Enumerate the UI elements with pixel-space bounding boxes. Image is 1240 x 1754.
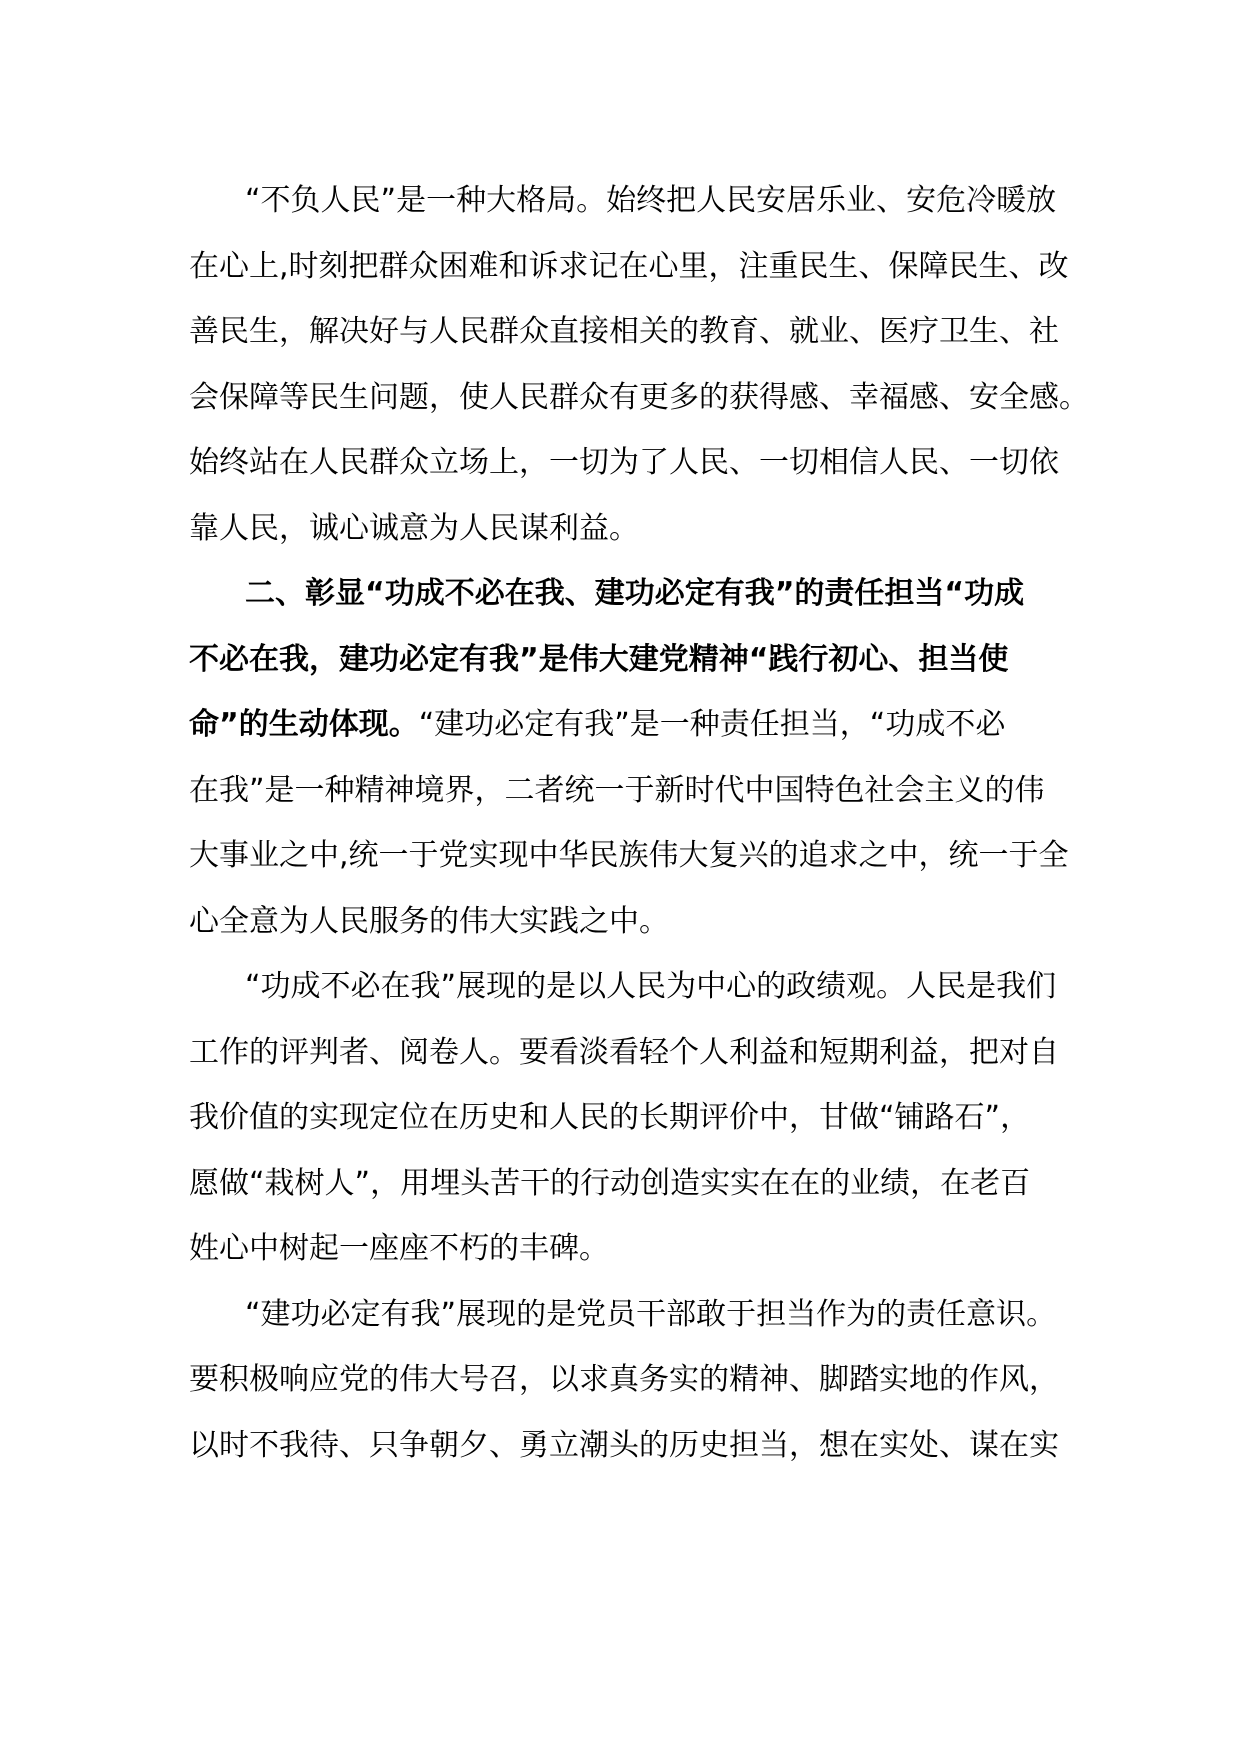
- text-line: 姓心中树起一座座不朽的丰碑。: [189, 1231, 609, 1266]
- text-line: 以时不我待、只争朝夕、勇立潮头的历史担当，想在实处、谋在实: [189, 1427, 1059, 1463]
- text-line: “不负人民”是一种大格局。始终把人民安居乐业、安危冷暖放: [245, 183, 1057, 218]
- mixed-line: [189, 692, 1051, 758]
- text-line: “功成不必在我”展现的是以人民为中心的政绩观。人民是我们: [245, 969, 1057, 1004]
- section-heading-end: 命”的生动体现。: [189, 707, 419, 742]
- text-line: 我价值的实现定位在历史和人民的长期评价中，甘做“铺路石”，: [189, 1100, 1031, 1135]
- text-line: 要积极响应党的伟大号召，以求真务实的精神、脚踏实地的作风，: [189, 1362, 1059, 1397]
- text-fragment: “建功必定有我”是一种责任担当，“功成不必: [418, 707, 1006, 742]
- text-line: 始终站在人民群众立场上，一切为了人民、一切相信人民、一切依: [189, 445, 1059, 480]
- text-line: “建功必定有我”展现的是党员干部敢于担当作为的责任意识。: [245, 1296, 1057, 1332]
- text-line: 工作的评判者、阅卷人。要看淡看轻个人利益和短期利益，把对自: [189, 1034, 1059, 1070]
- text-line: 靠人民，诚心诚意为人民谋利益。: [189, 510, 639, 546]
- paragraph-achievement-not-me: [189, 954, 1059, 1282]
- section-heading-line: 不必在我，建功必定有我”是伟大建党精神“践行初心、担当使: [189, 641, 1009, 677]
- text-line: 愿做“栽树人”，用埋头苦干的行动创造实实在在的业绩，在老百: [189, 1165, 1031, 1201]
- paragraph-not-fail-people: [189, 168, 1089, 561]
- text-line: 大事业之中,统一于党实现中华民族伟大复兴的追求之中，统一于全: [189, 838, 1069, 873]
- text-line: 善民生，解决好与人民群众直接相关的教育、就业、医疗卫生、社: [189, 314, 1059, 349]
- paragraph-build-achievement: [189, 1282, 1059, 1479]
- text-line: 会保障等民生问题，使人民群众有更多的获得感、幸福感、安全感。: [189, 379, 1089, 415]
- text-line: 在心上,时刻把群众困难和诉求记在心里，注重民生、保障民生、改: [189, 248, 1069, 284]
- text-line: 在我”是一种精神境界，二者统一于新时代中国特色社会主义的伟: [189, 772, 1045, 808]
- text-line: 心全意为人民服务的伟大实践之中。: [189, 903, 669, 939]
- section-heading-line: 二、彰显“功成不必在我、建功必定有我”的责任担当“功成: [245, 576, 1025, 611]
- paragraph-section-two: [189, 561, 1069, 954]
- document-page: [189, 168, 1089, 1478]
